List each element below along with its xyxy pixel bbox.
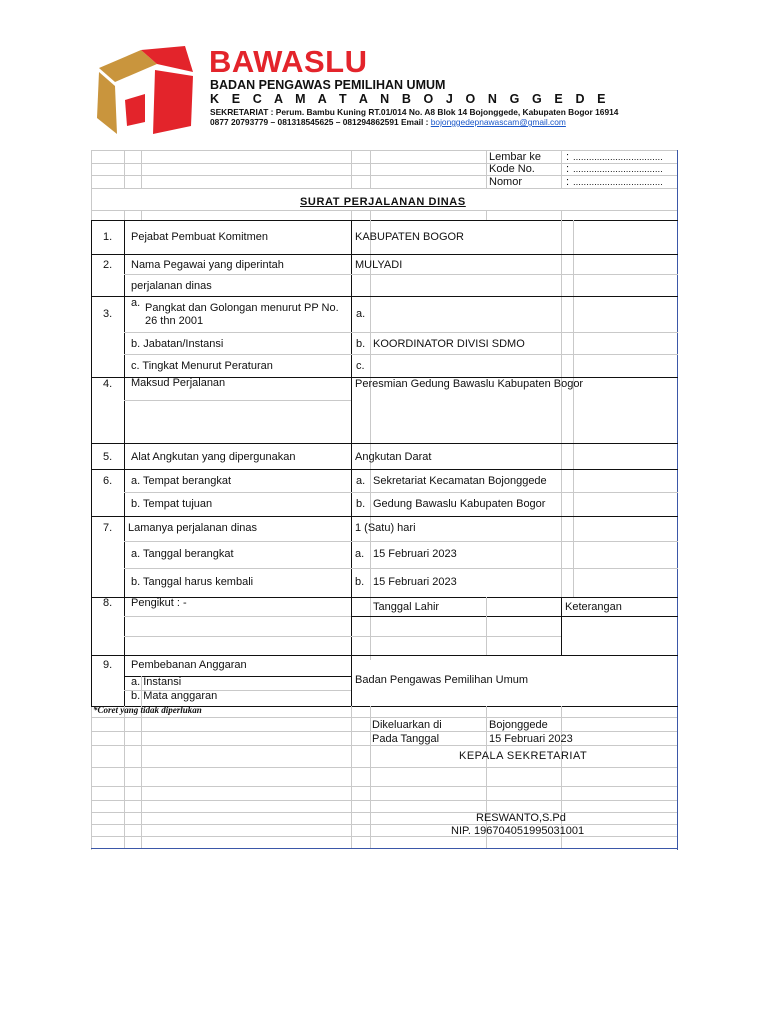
org-line2: K E C A M A T A N B O J O N G G E D E [210,92,611,106]
org-line1: BADAN PENGAWAS PEMILIHAN UMUM [210,78,446,92]
bawaslu-logo [95,42,197,136]
row7-a-value: 15 Februari 2023 [373,548,457,560]
row4-value: Peresmian Gedung Bawaslu Kabupaten Bogor [355,378,584,390]
nomor-label: Nomor [489,176,523,188]
row3-b-label: b. Jabatan/Instansi [131,338,224,350]
row2-value: MULYADI [355,259,403,271]
lembar-value: .................................. [573,152,663,163]
row6-b-value: Gedung Bawaslu Kabupaten Bogor [373,498,546,510]
signatory-title: KEPALA SEKRETARIAT [459,750,588,762]
row3-a-label2: 26 thn 2001 [145,315,204,327]
row1-label: Pejabat Pembuat Komitmen [131,231,268,243]
row3-a-label: Pangkat dan Golongan menurut PP No. [145,302,339,314]
row7-num: 7. [103,522,113,534]
row9-value: Badan Pengawas Pemilihan Umum [355,674,529,686]
row9-a-label: a. Instansi [131,676,182,688]
row6-b-label: b. Tempat tujuan [131,498,213,510]
row2-num: 2. [103,259,113,271]
dikeluarkan-value: Bojonggede [489,719,548,731]
row6-num: 6. [103,475,113,487]
kode-value: .................................. [573,164,663,175]
row5-num: 5. [103,451,113,463]
strike-note: *Coret yang tidak diperlukan [93,705,202,715]
row3-b-mark: b. [356,338,366,350]
row8-col-keterangan: Keterangan [565,601,622,613]
tanggal-label: Pada Tanggal [372,733,440,745]
row3-num: 3. [103,308,113,320]
row5-label: Alat Angkutan yang dipergunakan [131,451,296,463]
row3-a-mark: a. [356,308,366,320]
tanggal-value: 15 Februari 2023 [489,733,573,745]
row9-label: Pembebanan Anggaran [131,659,247,671]
phones: 0877 20793779 – 081318545625 – 081294862591 Email : [210,117,431,127]
row6-a-label: a. Tempat berangkat [131,475,232,487]
row8-num: 8. [103,597,113,609]
row7-a-mark: a. [355,548,365,560]
row9-num: 9. [103,659,113,671]
row4-num: 4. [103,378,113,390]
row9-b-label: b. Mata anggaran [131,690,218,702]
row2-label: Nama Pegawai yang diperintah [131,259,284,271]
contact-line [210,117,566,127]
kode-label: Kode No. [489,163,535,175]
row3-a: a. [131,297,141,309]
document-title: SURAT PERJALANAN DINAS [300,196,466,208]
row8-label: Pengikut : - [131,597,187,609]
row1-value: KABUPATEN BOGOR [355,231,465,243]
lembar-label: Lembar ke [489,151,541,163]
row6-b-mark: b. [356,498,366,510]
row3-b-value: KOORDINATOR DIVISI SDMO [373,338,525,350]
row7-b-label: b. Tanggal harus kembali [131,576,254,588]
row2-label2: perjalanan dinas [131,280,212,292]
nomor-value: .................................. [573,177,663,188]
row5-value: Angkutan Darat [355,451,432,463]
row7-label: Lamanya perjalanan dinas [128,522,258,534]
kode-colon: : [566,163,570,175]
row3-c-label: c. Tingkat Menurut Peraturan [131,360,273,372]
signatory-name: RESWANTO,S.Pd [476,812,566,824]
row4-label: Maksud Perjalanan [131,377,226,389]
row8-col-tanggal-lahir: Tanggal Lahir [373,601,440,613]
email-link[interactable]: bojonggedepnawascam@gmail.com [430,117,566,127]
address-line: SEKRETARIAT : Perum. Bambu Kuning RT.01/014 No. A8 Blok 14 Bojonggede, Kabupaten Bogor 16914 [210,107,619,117]
row6-a-value: Sekretariat Kecamatan Bojonggede [373,475,547,487]
row7-b-value: 15 Februari 2023 [373,576,457,588]
row6-a-mark: a. [356,475,366,487]
row7-value: 1 (Satu) hari [355,522,416,534]
row7-b-mark: b. [355,576,365,588]
row1-num: 1. [103,231,113,243]
row3-c-mark: c. [356,360,365,372]
signatory-nip: NIP. 196704051995031001 [451,825,585,837]
nomor-colon: : [566,176,570,188]
dikeluarkan-label: Dikeluarkan di [372,719,442,731]
org-name: BAWASLU [209,44,368,79]
row7-a-label: a. Tanggal berangkat [131,548,234,560]
lembar-colon: : [566,151,570,163]
